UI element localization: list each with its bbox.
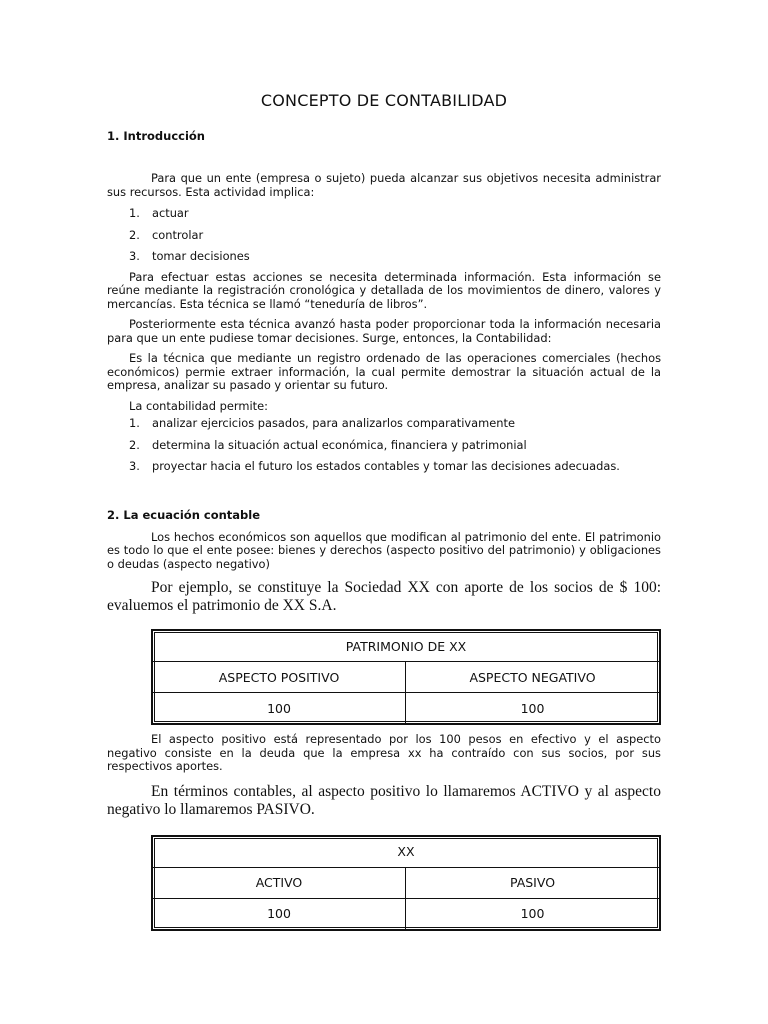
intro-paragraph: Para que un ente (empresa o sujeto) pueda alcanzar sus objetivos necesita administrar sus recursos. Esta actividad implica: xyxy=(107,171,661,199)
actions-list xyxy=(107,203,661,268)
list-item: 3. tomar decisiones xyxy=(129,249,250,263)
table-header-positivo: ASPECTO POSITIVO xyxy=(153,662,406,693)
paragraph-posteriormente: Posteriormente esta técnica avanzó hasta poder proporcionar toda la información necesaria para que un ente pudiese tomar decisiones. Surge, entonces, la Contabilidad: xyxy=(107,317,661,345)
table-cell-negativo: 100 xyxy=(520,700,545,716)
paragraph-teneduria: Para efectuar estas acciones se necesita determinada información. Esta información se reúne mediante la registración cronológica y detallada de los movimientos de dinero, valores y mercancías. Esta técnica se llamó “teneduría de libros”. xyxy=(107,269,661,311)
page-title: CONCEPTO DE CONTABILIDAD xyxy=(260,91,508,110)
table-header-negativo: ASPECTO NEGATIVO xyxy=(406,662,659,693)
section-heading-ecuacion: 2. La ecuación contable xyxy=(107,507,261,522)
paragraph-aspecto: El aspecto positivo está representado por los 100 pesos en efectivo y el aspecto negativo consiste en la deuda que la empresa xx ha contraído con sus socios, por sus respectivos aportes. xyxy=(107,732,661,773)
paragraph-definicion: Es la técnica que mediante un registro ordenado de las operaciones comerciales (hechos económicos) permie extraer información, la cual permite demostrar la situación actual de la empresa, analizar su pasado y orientar su futuro. xyxy=(107,351,661,392)
list-item: 2. controlar xyxy=(129,227,204,242)
activo-pasivo-table xyxy=(151,835,661,931)
table-cell-positivo: 100 xyxy=(153,693,406,723)
list-item: 2. determina la situación actual económica, financiera y patrimonial xyxy=(129,437,527,452)
table-cell-activo: 100 xyxy=(153,899,406,929)
table-cell-pasivo: 100 xyxy=(520,906,545,921)
list-item: 3. proyectar hacia el futuro los estados contables y tomar las decisiones adecuadas. xyxy=(129,459,620,473)
paragraph-ejemplo: Por ejemplo, se constituye la Sociedad XX con aporte de los socios de $ 100: evaluemos el patrimonio de XX S.A. xyxy=(107,579,661,614)
table-title: PATRIMONIO DE XX xyxy=(153,631,659,662)
patrimonio-table xyxy=(151,629,661,725)
list-item: 1. analizar ejercicios pasados, para analizarlos comparativamente xyxy=(129,416,515,430)
paragraph-permite: La contabilidad permite: xyxy=(129,398,268,413)
permits-list xyxy=(107,413,661,478)
paragraph-hechos: Los hechos económicos son aquellos que modifican al patrimonio del ente. El patrimonio es todo lo que el ente posee: bienes y derechos (aspecto positivo del patrimonio) y obligaciones o deudas (aspecto negativo) xyxy=(107,529,661,571)
table-header-pasivo: PASIVO xyxy=(406,868,659,899)
section-heading-introduccion: 1. Introducción xyxy=(107,129,205,143)
list-item: 1. actuar xyxy=(129,206,189,220)
paragraph-terminos: En términos contables, al aspecto positivo lo llamaremos ACTIVO y al aspecto negativo lo llamaremos PASIVO. xyxy=(107,782,661,818)
table-title: XX xyxy=(153,837,659,868)
table-header-activo: ACTIVO xyxy=(153,868,406,899)
